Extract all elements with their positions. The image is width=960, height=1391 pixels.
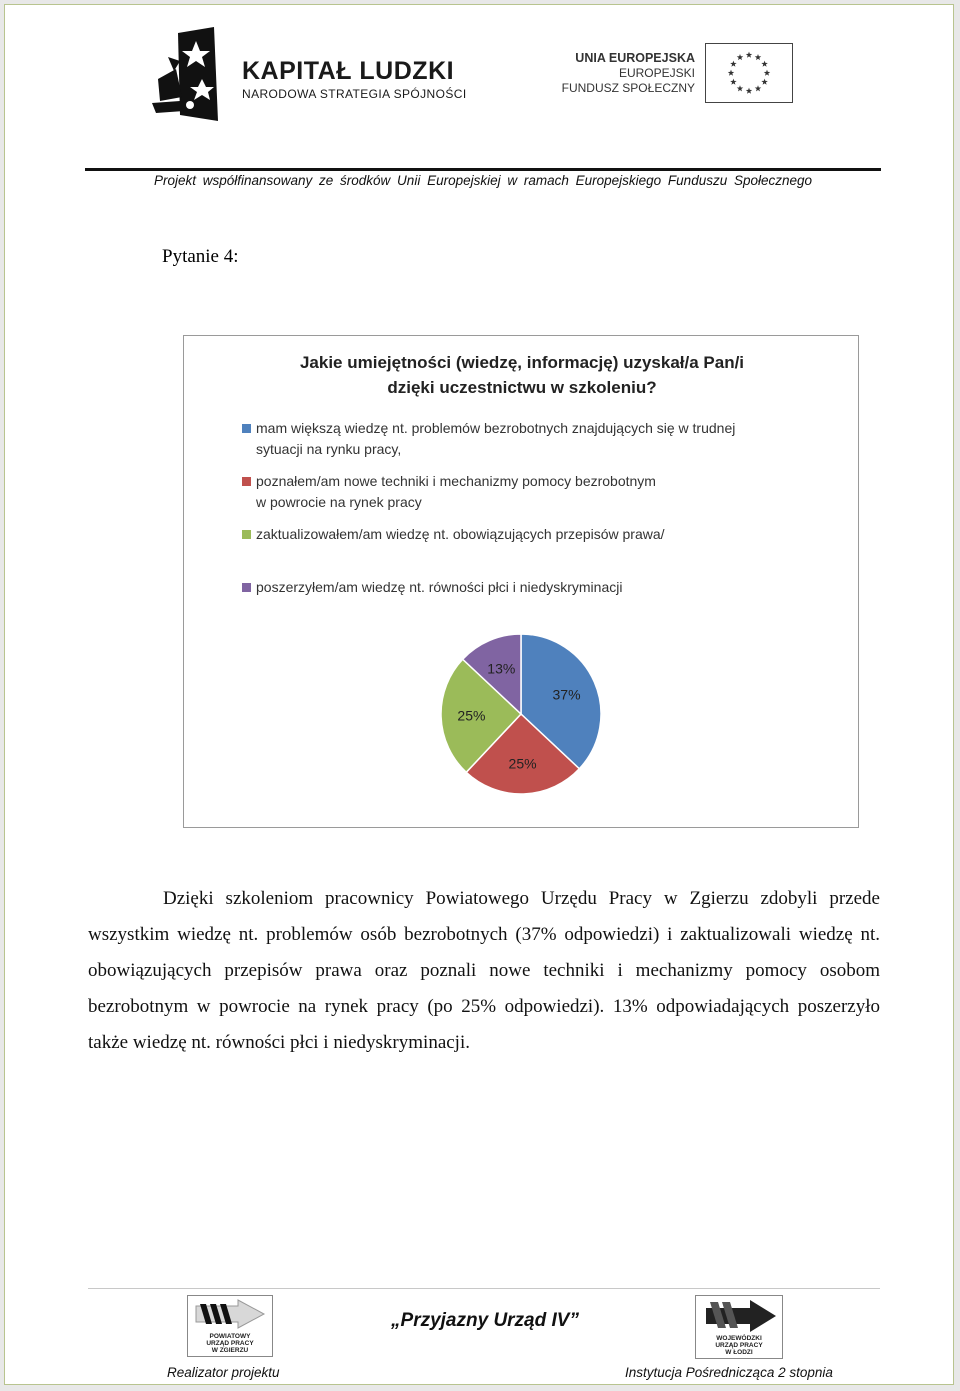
legend-text-4: poszerzyłem/am wiedzę nt. równości płci i niedyskryminacji: [256, 579, 623, 595]
eu-flag-icon: [705, 43, 793, 103]
kapital-ludzki-subtitle: NARODOWA STRATEGIA SPÓJNOŚCI: [242, 87, 467, 101]
summary-paragraph: [88, 881, 880, 1061]
chart-title-line-1: Jakie umiejętności (wiedzę, informację) uzyskał/a Pan/i: [299, 353, 745, 372]
pie-data-label-3: 25%: [457, 707, 486, 724]
eu-fund-text: [562, 51, 695, 96]
pup-caption-line-1: POWIATOWY: [209, 1333, 251, 1340]
wup-caption-line-2: URZĄD PRACY: [715, 1342, 763, 1349]
intermediate-institution-caption: Instytucja Pośrednicząca 2 stopnia: [625, 1365, 833, 1380]
project-slogan: „Przyjazny Urząd IV”: [391, 1310, 579, 1331]
eu-line-2: EUROPEJSKI: [618, 66, 695, 80]
eu-star-icon: [761, 61, 767, 67]
legend-text-1-line-1: mam większą wiedzę nt. problemów bezrobotnych znajdujących się w trudnej: [256, 420, 736, 436]
cofinancing-note: Projekt współfinansowany ze środków Unii Europejskiej w ramach Europejskiego Funduszu Społecznego: [153, 173, 813, 188]
eu-star-icon: [755, 54, 761, 60]
wup-lodz-logo: [695, 1295, 783, 1359]
eu-star-icon: [737, 85, 743, 91]
eu-star-icon: [730, 79, 736, 85]
chart-title-line-2: dzięki uczestnictwu w szkoleniu?: [387, 378, 657, 397]
footer-divider: [88, 1288, 880, 1289]
legend-text-1-line-2: sytuacji na rynku pracy,: [256, 441, 402, 457]
pup-zgierz-logo: [187, 1295, 273, 1357]
eu-star-icon: [764, 70, 770, 76]
eu-star-icon: [761, 79, 767, 85]
pup-caption-line-2: URZĄD PRACY: [206, 1340, 254, 1347]
pie-plot-area: [184, 336, 860, 829]
pup-caption: [188, 1333, 272, 1354]
realizator-caption: Realizator projektu: [167, 1365, 280, 1380]
eu-star-icon: [746, 88, 752, 94]
pie-data-label-1: 37%: [552, 686, 581, 703]
document-page: [4, 4, 954, 1385]
eu-star-icon: [730, 61, 736, 67]
pie-data-label-2: 25%: [508, 755, 537, 772]
eu-star-icon: [755, 85, 761, 91]
pup-caption-line-3: W ZGIERZU: [211, 1347, 249, 1354]
pie-chart: [183, 335, 859, 828]
legend-text-3: zaktualizowałem/am wiedzę nt. obowiązujących przepisów prawa/: [256, 526, 665, 542]
legend-text-2-line-1: poznałem/am nowe techniki i mechanizmy pomocy bezrobotnym: [256, 473, 656, 489]
eu-line-1: UNIA EUROPEJSKA: [575, 51, 695, 65]
header-divider: [85, 168, 881, 171]
eu-fund-logo: [561, 43, 795, 107]
eu-line-3: FUNDUSZ SPOŁECZNY: [561, 81, 695, 95]
wup-caption-line-1: WOJEWÓDZKI: [716, 1335, 762, 1342]
kapital-ludzki-emblem-icon: [150, 27, 230, 123]
wup-arrows-icon: [696, 1298, 782, 1336]
kapital-ludzki-title: KAPITAŁ LUDZKI: [242, 57, 455, 85]
question-heading: Pytanie 4:: [162, 246, 239, 267]
pie-data-label-4: 13%: [487, 660, 516, 677]
pup-arrows-icon: [188, 1298, 272, 1334]
summary-paragraph-text: Dzięki szkoleniom pracownicy Powiatowego Urzędu Pracy w Zgierzu zdobyli przede wszystkim wiedzę nt. problemów osób bezrobotnych (37% odpowiedzi) i zaktualizowali wiedzę nt. obowiązujących przepisów prawa oraz poznali nowe techniki i mechanizmy pomocy osobom bezrobotnym w powrocie na rynek pracy (po 25% odpowiedzi). 13% odpowiadających poszerzyło także wiedzę nt. równości płci i niedyskryminacji.: [88, 888, 880, 1053]
kapital-ludzki-logo: [150, 27, 470, 123]
eu-star-icon: [737, 54, 743, 60]
eu-star-icon: [746, 52, 752, 58]
legend-text-2-line-2: w powrocie na rynek pracy: [256, 494, 422, 510]
wup-caption-line-3: W ŁODZI: [725, 1349, 753, 1356]
wup-caption: [696, 1335, 782, 1356]
eu-star-icon: [728, 70, 734, 76]
